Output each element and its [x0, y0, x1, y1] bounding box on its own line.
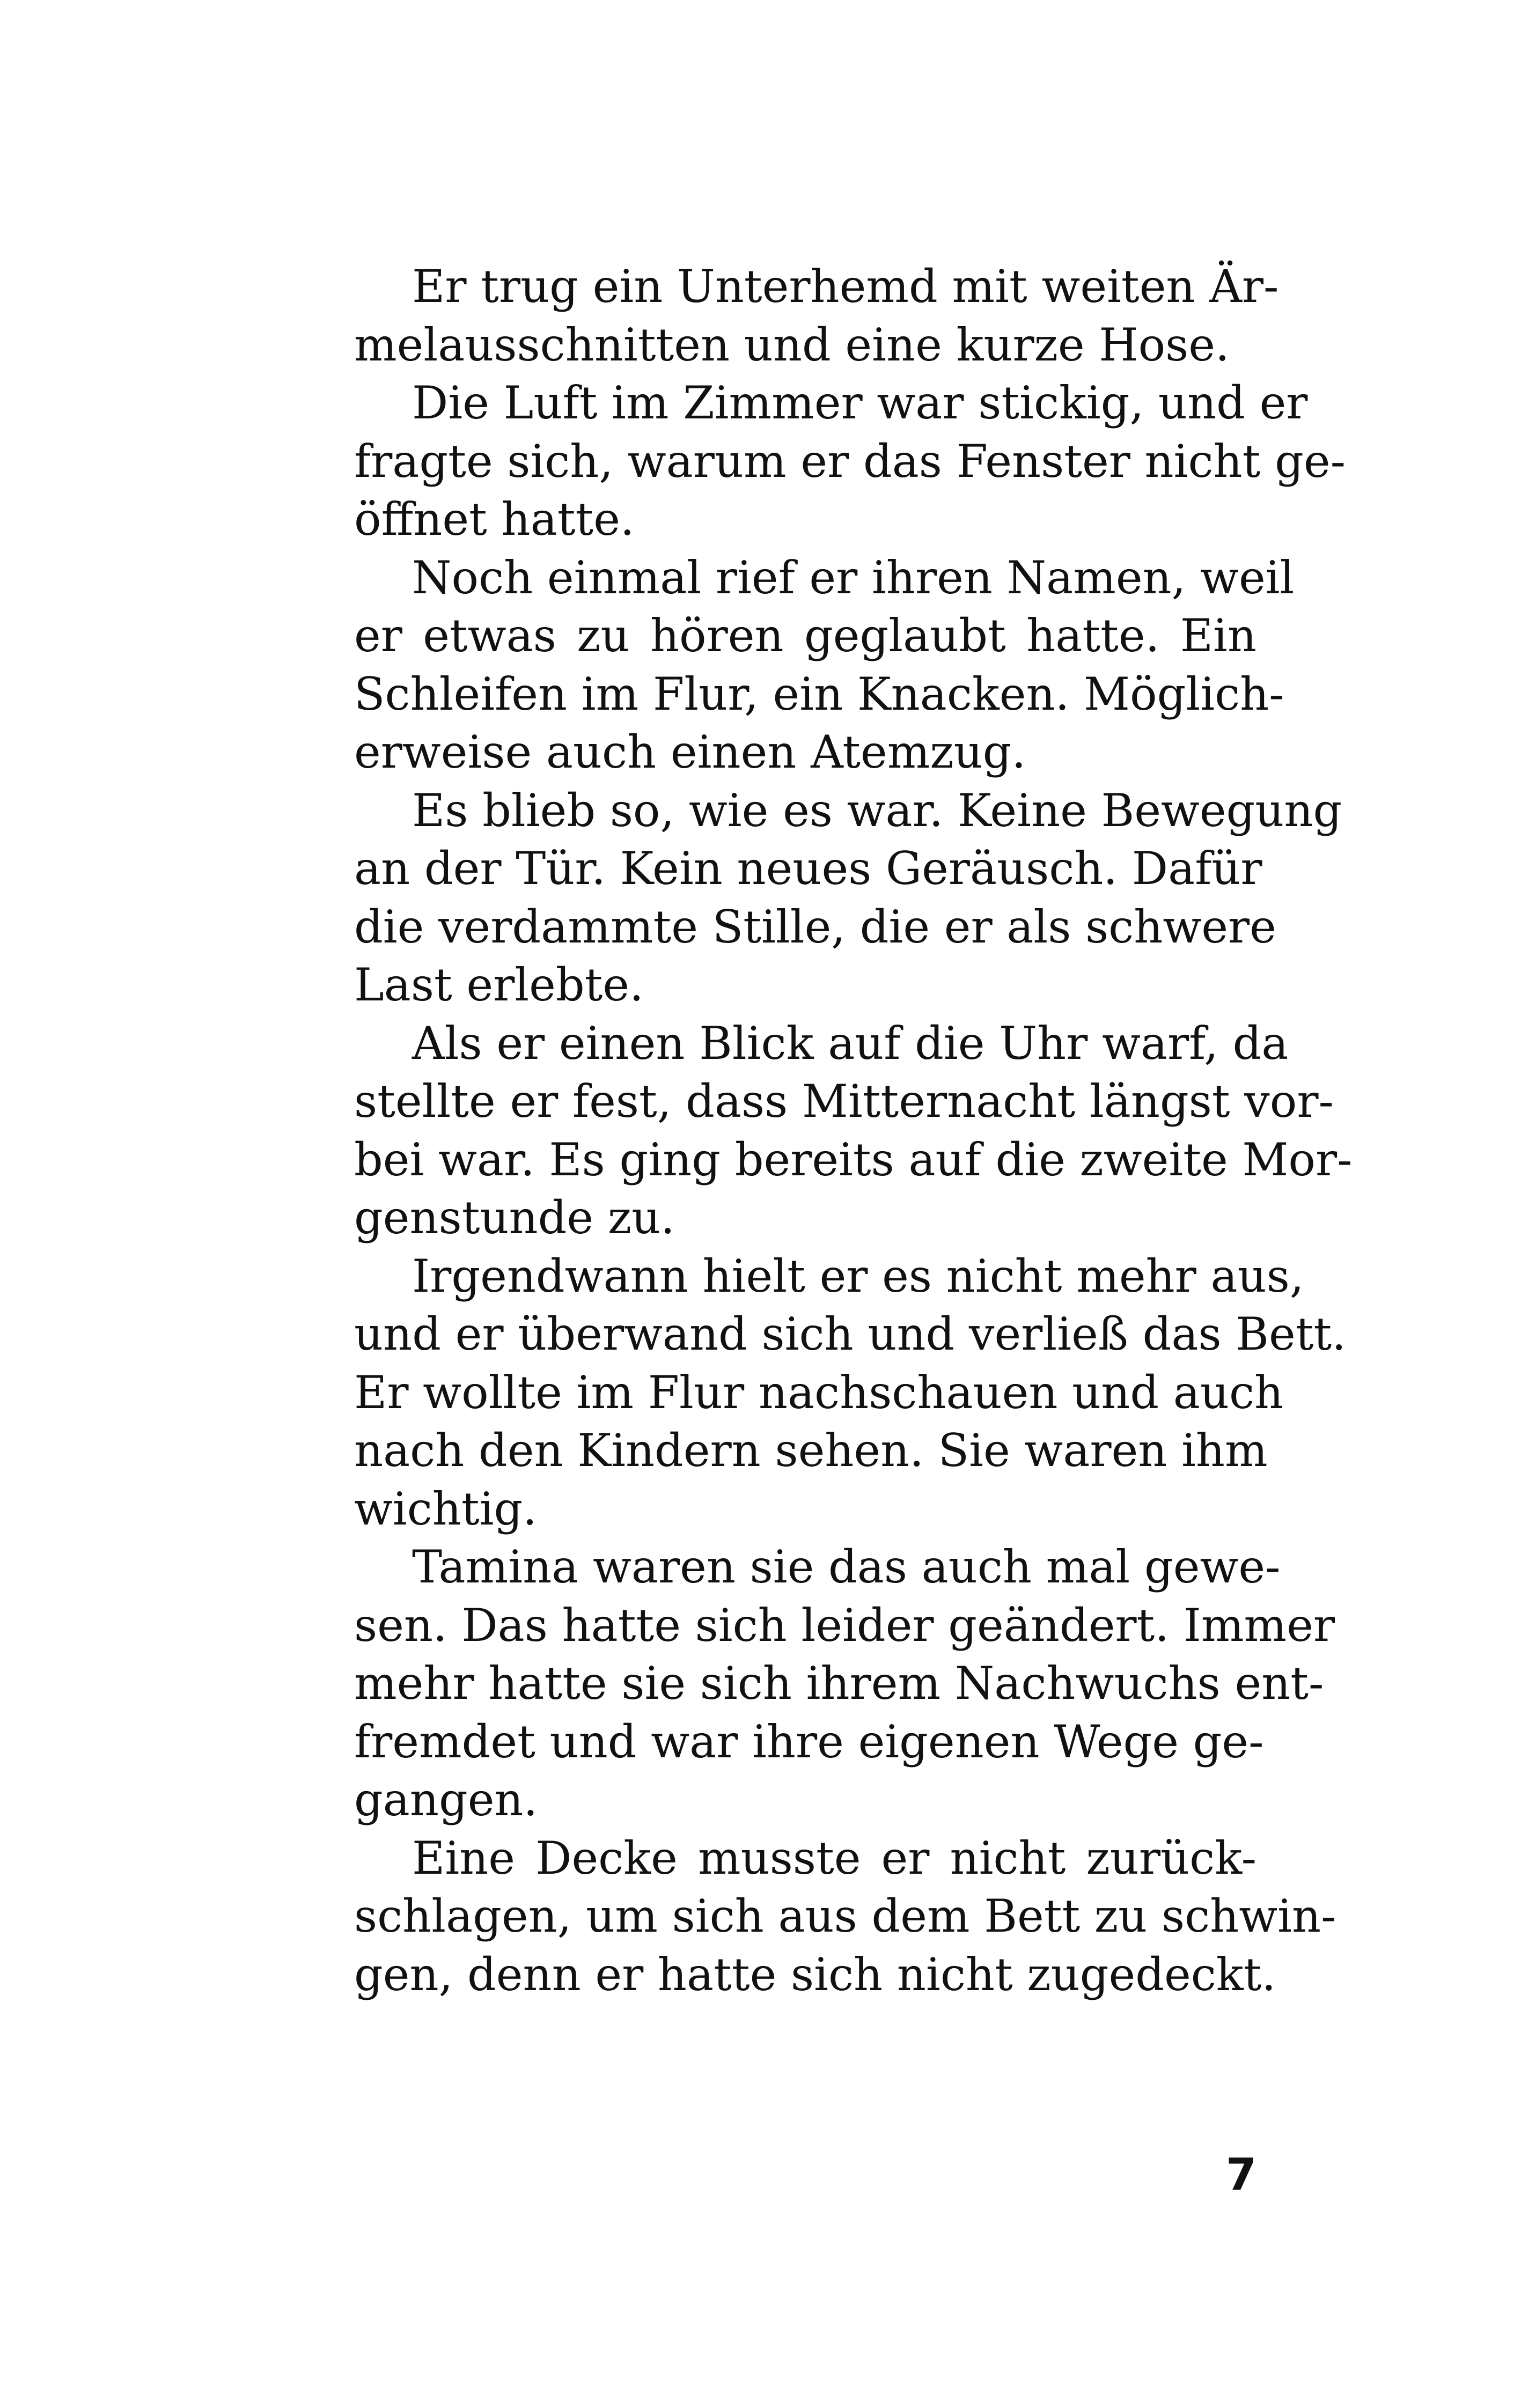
page-number: 7 — [1225, 2149, 1257, 2200]
text-line: Die Luft im Zimmer war stickig, und er — [412, 377, 1308, 429]
text-line: er etwas zu hören geglaubt hatte. Ein — [354, 609, 1257, 662]
text-line: nach den Kindern sehen. Sie waren ihm — [354, 1424, 1268, 1477]
text-line: gen, denn er hatte sich nicht zugedeckt. — [354, 1948, 1276, 2001]
text-line: wichtig. — [354, 1482, 538, 1535]
text-line: fragte sich, warum er das Fenster nicht ge- — [354, 435, 1346, 488]
text-line: Last erlebte. — [354, 959, 644, 1011]
text-line: erweise auch einen Atemzug. — [354, 726, 1026, 778]
text-line: die verdammte Stille, die er als schwere — [354, 900, 1276, 953]
body-text — [354, 257, 1353, 2004]
text-line: Eine Decke musste er nicht zurück- — [412, 1831, 1257, 1884]
text-line: an der Tür. Kein neues Geräusch. Dafür — [354, 842, 1262, 895]
text-line: Es blieb so, wie es war. Keine Bewegung — [412, 784, 1342, 837]
text-line: Irgendwann hielt er es nicht mehr aus, — [412, 1249, 1304, 1302]
text-line: stellte er fest, dass Mitternacht längst vor- — [354, 1075, 1334, 1128]
text-line: melausschnitten und eine kurze Hose. — [354, 318, 1230, 371]
text-line: mehr hatte sie sich ihrem Nachwuchs ent- — [354, 1657, 1324, 1710]
text-line: Er trug ein Unterhemd mit weiten Är- — [412, 260, 1279, 313]
text-line: und er überwand sich und verließ das Bett. — [354, 1308, 1346, 1360]
text-line: gangen. — [354, 1773, 538, 1826]
text-line: fremdet und war ihre eigenen Wege ge- — [354, 1715, 1264, 1768]
text-line: genstunde zu. — [354, 1191, 675, 1244]
text-line: Als er einen Blick auf die Uhr warf, da — [412, 1017, 1289, 1070]
text-line: bei war. Es ging bereits auf die zweite Mor- — [354, 1133, 1353, 1186]
text-line: sen. Das hatte sich leider geändert. Immer — [354, 1599, 1335, 1652]
text-line: öffnet hatte. — [354, 493, 635, 546]
text-line: Tamina waren sie das auch mal gewe- — [412, 1541, 1281, 1593]
text-line: Er wollte im Flur nachschauen und auch — [354, 1366, 1284, 1419]
text-line: Schleifen im Flur, ein Knacken. Möglich- — [354, 667, 1284, 720]
text-line: Noch einmal rief er ihren Namen, weil — [412, 551, 1295, 604]
text-line: schlagen, um sich aus dem Bett zu schwin- — [354, 1890, 1336, 1942]
